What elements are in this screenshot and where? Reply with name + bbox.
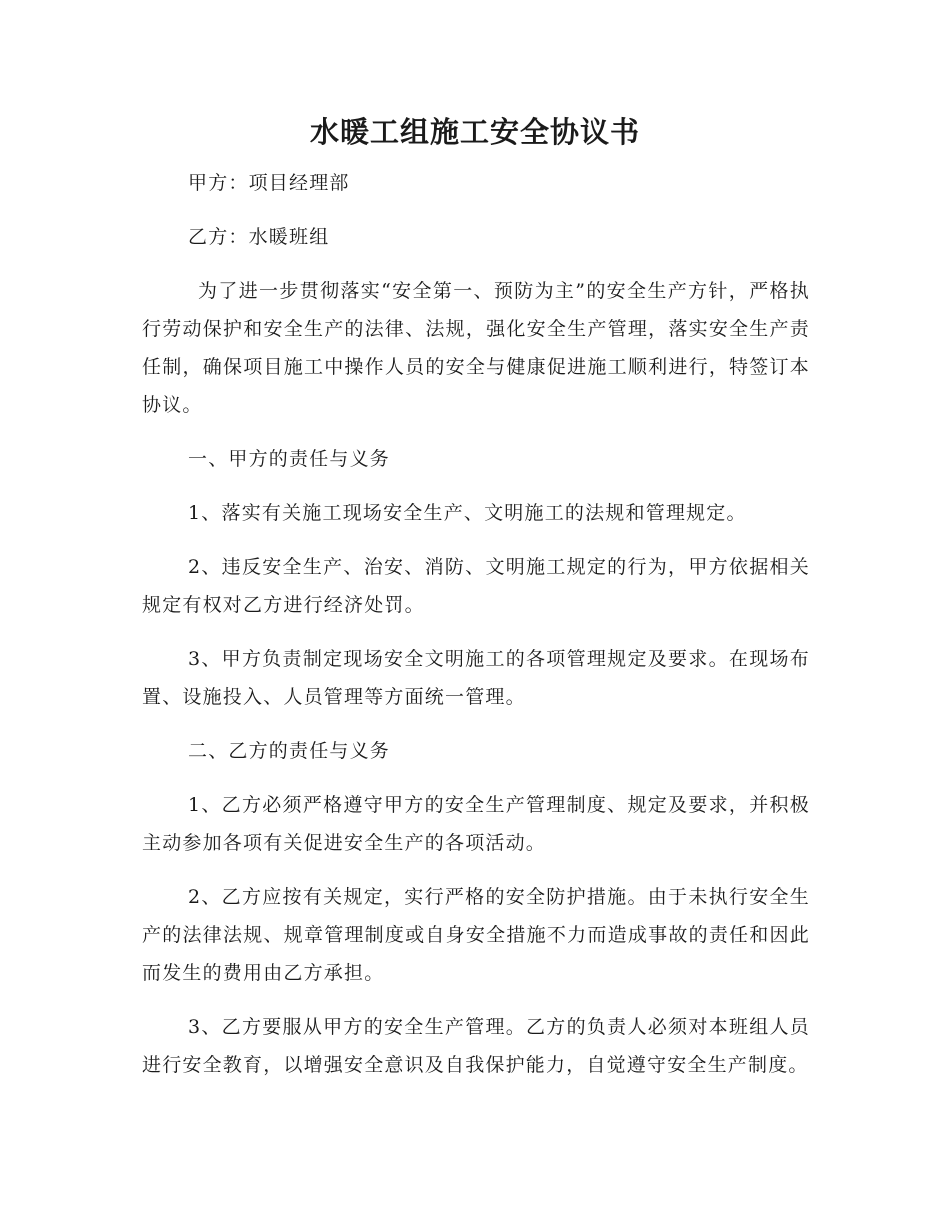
- section-heading-party-b: 二、乙方的责任与义务: [188, 740, 391, 762]
- intro-paragraph: 为了进一步贯彻落实“安全第一、预防为主”的安全生产方针，严格执行劳动保护和安全生产的法律、法规，强化安全生产管理，落实安全生产责任制，确保项目施工中操作人员的安全与健康促进施工顺利进行，特签订本协议。: [142, 280, 810, 416]
- document-body: [142, 164, 810, 1100]
- party-b-clause-1: 1、乙方必须严格遵守甲方的安全生产管理制度、规定及要求，并积极主动参加各项有关促进安全生产的各项活动。: [142, 794, 810, 854]
- party-a-clause-3: 3、甲方负责制定现场安全文明施工的各项管理规定及要求。在现场布置、设施投入、人员管理等方面统一管理。: [142, 648, 810, 708]
- document-title: 水暖工组施工安全协议书: [309, 115, 640, 149]
- party-b-clause-2: 2、乙方应按有关规定，实行严格的安全防护措施。由于未执行安全生产的法律法规、规章管理制度或自身安全措施不力而造成事故的责任和因此而发生的费用由乙方承担。: [142, 886, 810, 984]
- party-a: 甲方：项目经理部: [188, 172, 350, 194]
- party-a-clause-2: 2、违反安全生产、治安、消防、文明施工规定的行为，甲方依据相关规定有权对乙方进行经济处罚。: [142, 556, 810, 616]
- party-b-clause-3: 3、乙方要服从甲方的安全生产管理。乙方的负责人必须对本班组人员进行安全教育，以增强安全意识及自我保护能力，自觉遵守安全生产制度。: [142, 1016, 810, 1076]
- party-b: 乙方：水暖班组: [188, 226, 330, 248]
- party-a-clause-1: 1、落实有关施工现场安全生产、文明施工的法规和管理规定。: [188, 502, 747, 524]
- section-heading-party-a: 一、甲方的责任与义务: [188, 448, 391, 470]
